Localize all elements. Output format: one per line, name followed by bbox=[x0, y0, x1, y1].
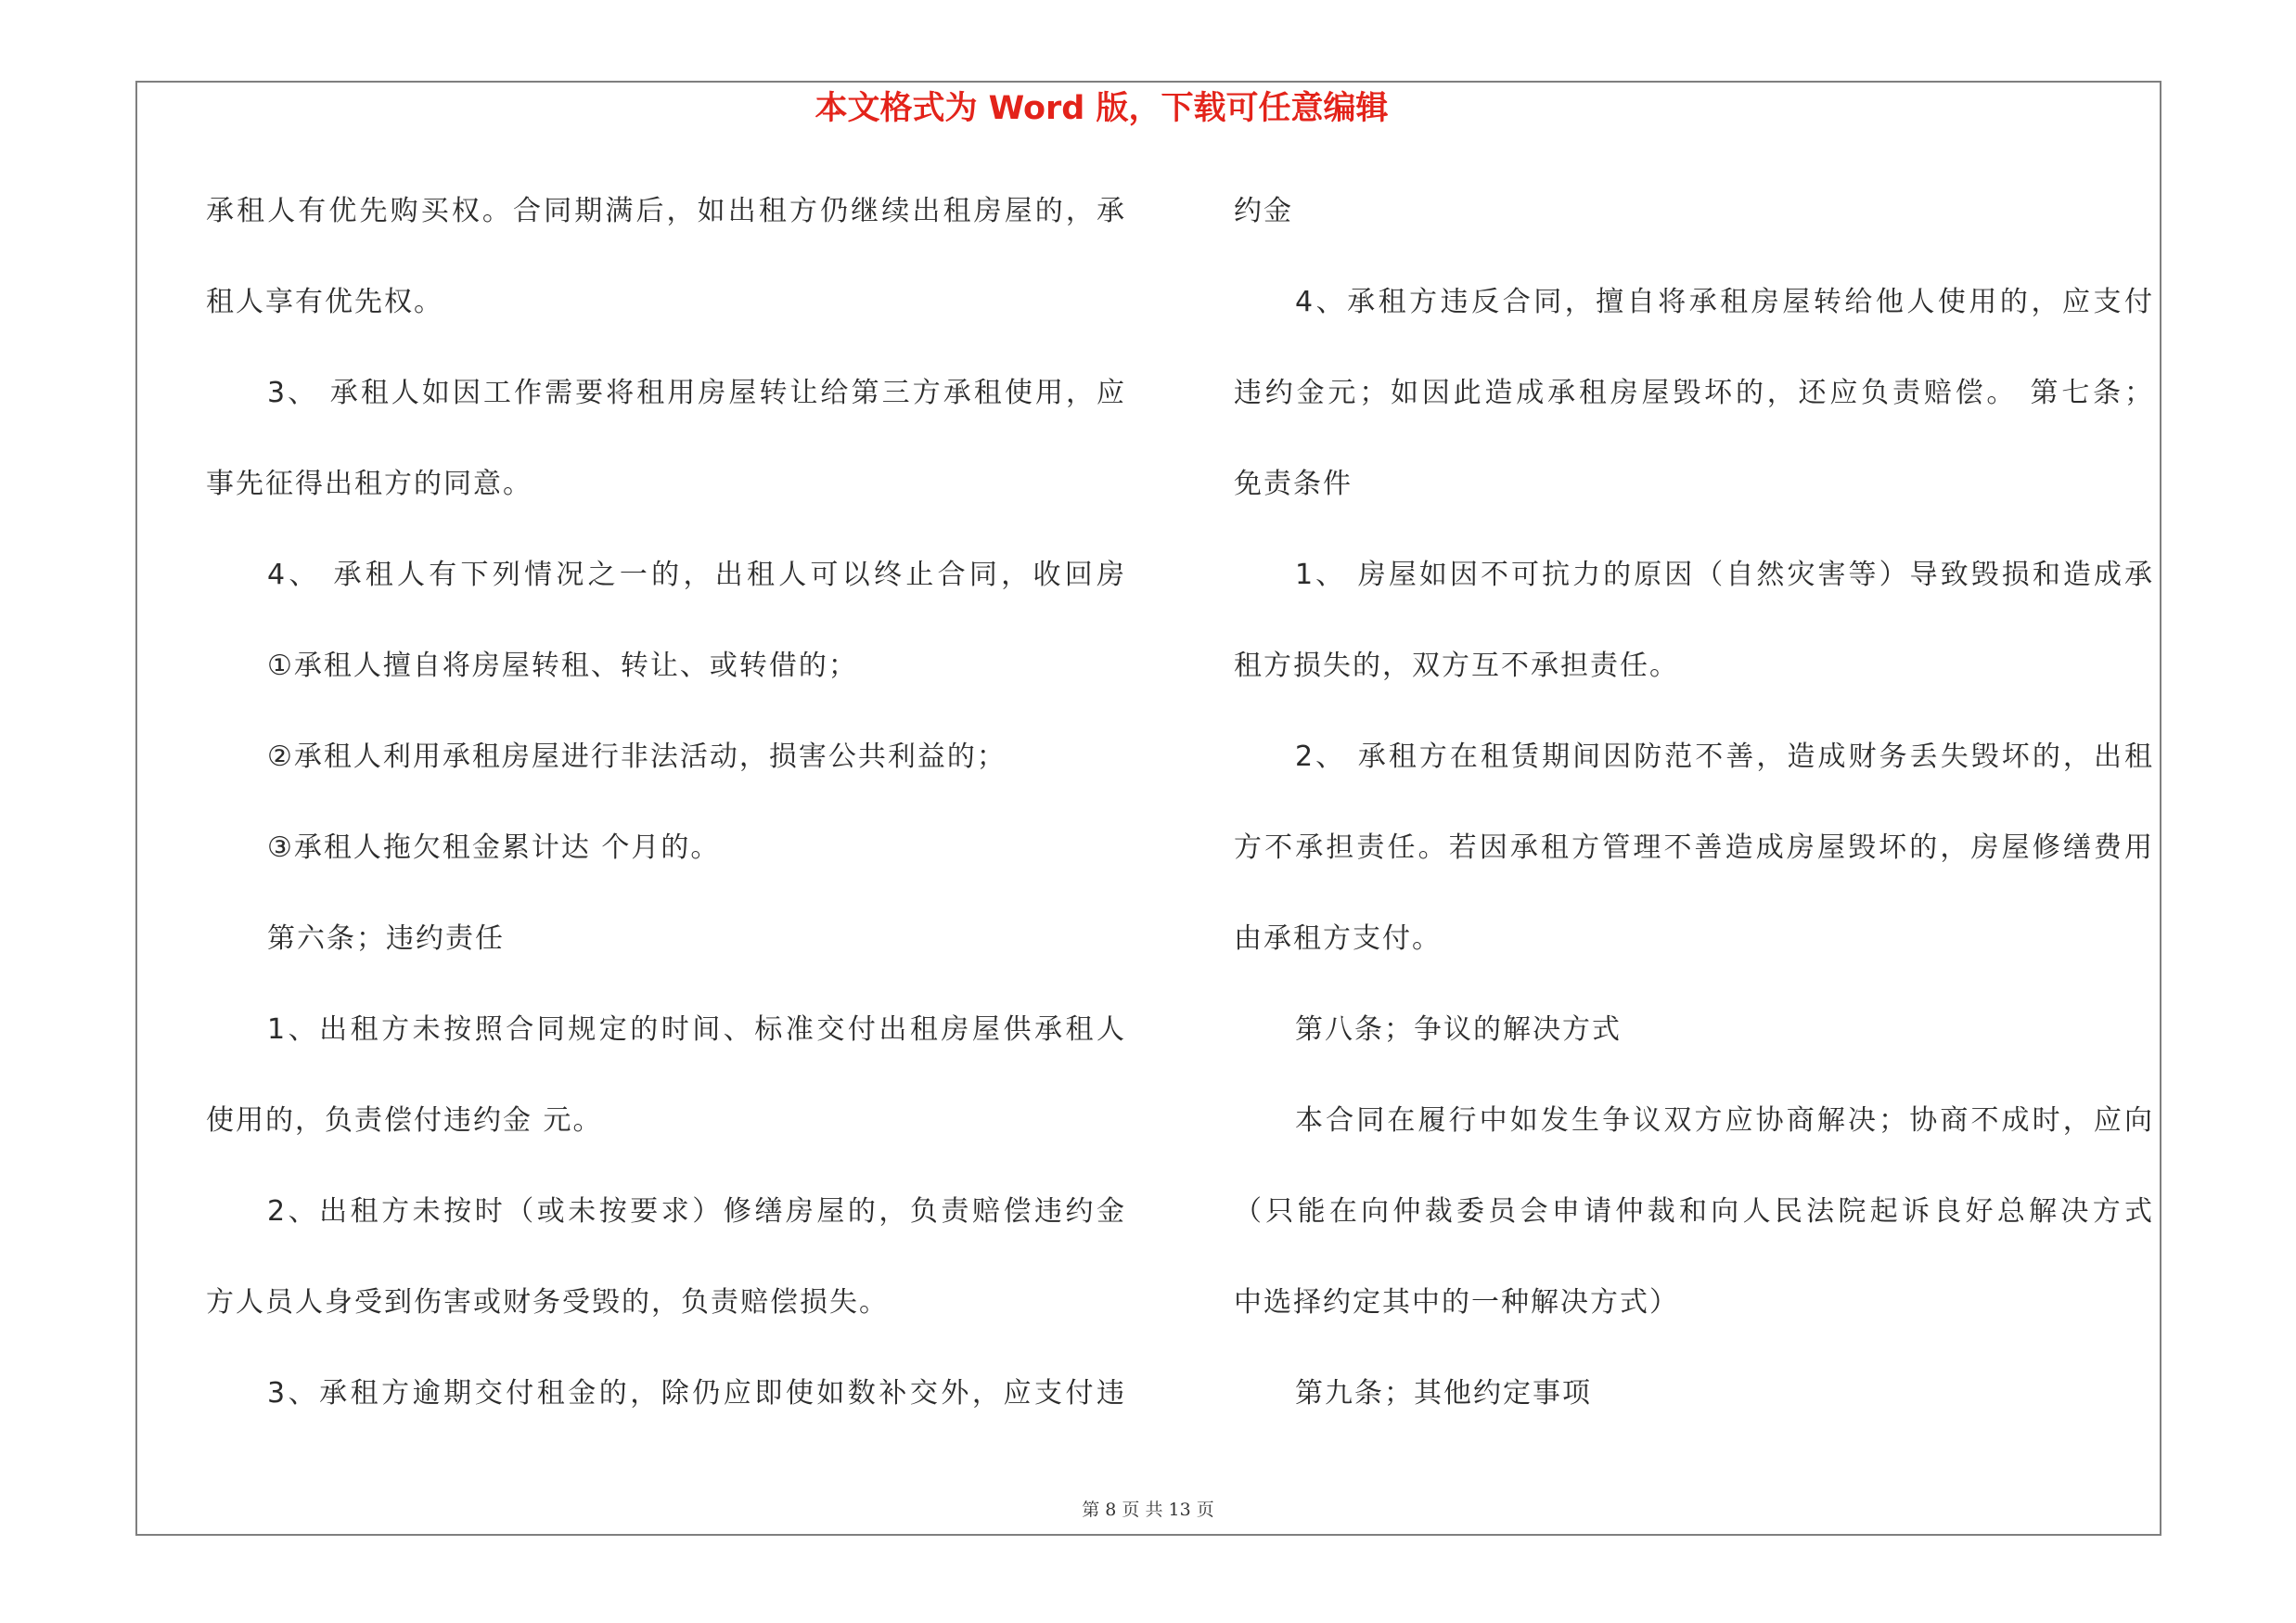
page-number-footer: 第 8 页 共 13 页 bbox=[1082, 1500, 1214, 1520]
left-text-column bbox=[206, 166, 1126, 1439]
text-line: 使用的，负责偿付违约金 元。 bbox=[206, 1104, 603, 1137]
list-item: ③承租人拖欠租金累计达 个月的。 bbox=[267, 831, 721, 864]
text-line: 方人员人身受到伤害或财务受毁的，负责赔偿损失。 bbox=[206, 1286, 889, 1319]
article-heading: 免责条件 bbox=[1234, 468, 1353, 500]
text-line: 事先征得出租方的同意。 bbox=[206, 468, 532, 500]
text-line: 1、 房屋如因不可抗力的原因（自然灾害等）导致毁损和造成承 bbox=[1295, 559, 2154, 591]
text-line: 3、承租方逾期交付租金的，除仍应即使如数补交外，应支付违 bbox=[267, 1377, 1126, 1410]
article-heading: 第八条；争议的解决方式 bbox=[1295, 1013, 1622, 1046]
text-line: （只能在向仲裁委员会申请仲裁和向人民法院起诉良好总解决方式 bbox=[1234, 1195, 2154, 1228]
text-line: 由承租方支付。 bbox=[1234, 922, 1442, 955]
list-item: ①承租人擅自将房屋转租、转让、或转借的； bbox=[267, 650, 858, 682]
text-line: 租方损失的，双方互不承担责任。 bbox=[1234, 650, 1679, 682]
text-line: 2、出租方未按时（或未按要求）修缮房屋的，负责赔偿违约金 bbox=[267, 1195, 1126, 1228]
text-line: 4、承租方违反合同，擅自将承租房屋转给他人使用的，应支付 bbox=[1295, 286, 2154, 318]
text-line: 违约金元；如因此造成承租房屋毁坏的，还应负责赔偿。 第七条； bbox=[1234, 377, 2154, 409]
text-line: 2、 承租方在租赁期间因防范不善，造成财务丢失毁坏的，出租 bbox=[1295, 741, 2154, 773]
document-header-notice: 本文格式为 Word 版，下载可任意编辑 bbox=[815, 90, 1389, 127]
text-line: 1、出租方未按照合同规定的时间、标准交付出租房屋供承租人 bbox=[267, 1013, 1126, 1046]
text-line: 承租人有优先购买权。合同期满后，如出租方仍继续出租房屋的，承 bbox=[206, 195, 1126, 227]
article-heading: 第六条；违约责任 bbox=[267, 922, 505, 955]
text-line: 3、 承租人如因工作需要将租用房屋转让给第三方承租使用，应 bbox=[267, 377, 1126, 409]
text-line: 租人享有优先权。 bbox=[206, 286, 443, 318]
text-line: 4、 承租人有下列情况之一的，出租人可以终止合同，收回房 bbox=[267, 559, 1126, 591]
text-line: 约金 bbox=[1234, 195, 1293, 227]
list-item: ②承租人利用承租房屋进行非法活动，损害公共利益的； bbox=[267, 741, 1007, 773]
text-line: 方不承担责任。若因承租方管理不善造成房屋毁坏的，房屋修缮费用 bbox=[1234, 831, 2154, 864]
text-line: 中选择约定其中的一种解决方式） bbox=[1234, 1286, 1679, 1319]
text-line: 本合同在履行中如发生争议双方应协商解决；协商不成时，应向 bbox=[1295, 1104, 2154, 1137]
article-heading: 第九条；其他约定事项 bbox=[1295, 1377, 1592, 1410]
right-text-column bbox=[1234, 166, 2154, 1439]
